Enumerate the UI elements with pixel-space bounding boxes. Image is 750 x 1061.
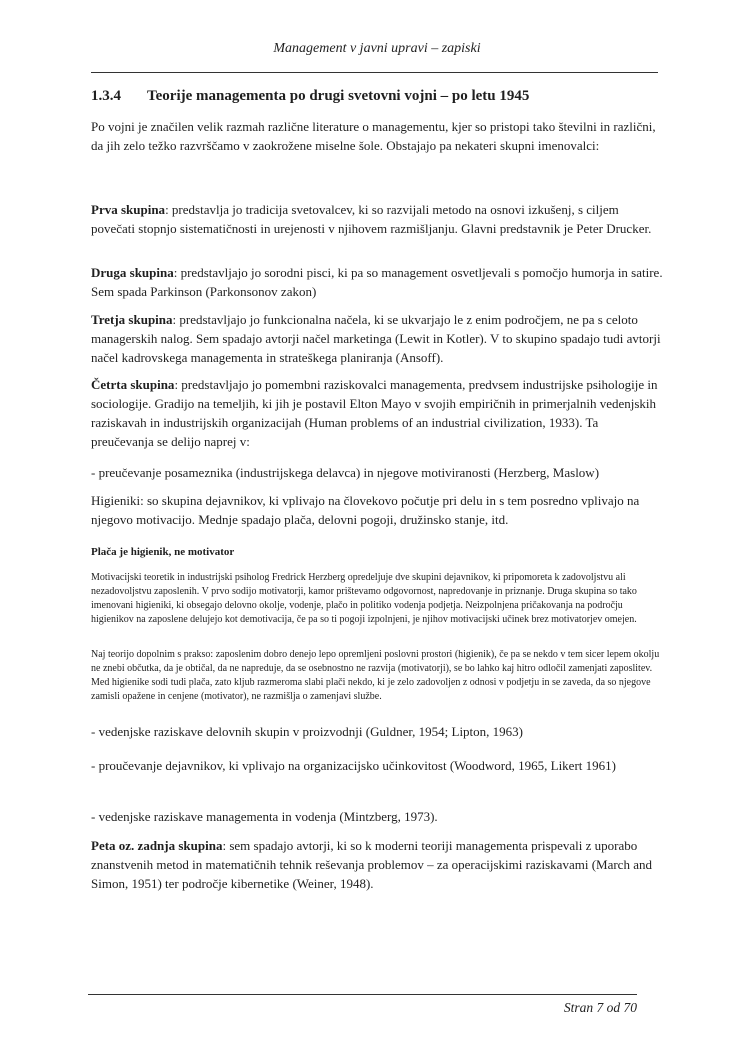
group-1-text: : predstavlja jo tradicija svetovalcev, ki so razvijali metodo na osnovi izkušenj, s ciljem povečati stopnjo sistematičnosti in urejenosti v njihovem razmišljanju. Glavni predstavnik je Peter Drucker. — [91, 202, 652, 236]
group-4-lead: Četrta skupina — [91, 377, 175, 392]
group-2-lead: Druga skupina — [91, 265, 174, 280]
bullet-item-1: - preučevanje posameznika (industrijskega delavca) in njegove motiviranosti (Herzberg, Maslow) — [91, 465, 600, 480]
group-3-text: : predstavljajo jo funkcionalna načela, ki se ukvarjajo le z enim področjem, ne pa s celoto managerskih nalog. Sem spadajo avtorji načel marketinga (Lewit in Kotler). V to skupino spadajo tudi avtorji načel kadrovskega managementa in strateškega planiranja (Ansoff). — [91, 312, 661, 365]
bullet-item-4: - vedenjske raziskave managementa in vodenja (Mintzberg, 1973). — [91, 809, 438, 824]
section-number: 1.3.4 — [91, 88, 121, 104]
header-rule — [91, 72, 658, 73]
group-2-text: : predstavljajo jo sorodni pisci, ki pa so management osvetljevali s pomočjo humorja in satire. Sem spada Parkinson (Parkonsonov zakon) — [91, 265, 663, 299]
higieniki-paragraph: Higieniki: so skupina dejavnikov, ki vplivajo na človekovo počutje pri delu in s tem posredno vplivajo na njegovo motivacijo. Mednje spadajo plača, delovni pogoji, družinsko stanje, itd. — [91, 493, 640, 527]
bullet-item-3: - proučevanje dejavnikov, ki vplivajo na organizacijsko učinkovitost (Woodword, 1965, Likert 1961) — [91, 758, 616, 773]
intro-paragraph: Po vojni je značilen velik razmah različne literature o managementu, kjer so pristopi tako številni in različni, da jih zelo težko razvrščamo v zaokrožene miselne šole. Obstajajo pa nekateri skupni imenovalci: — [91, 119, 656, 153]
bullet-item-2: - vedenjske raziskave delovnih skupin v proizvodnji (Guldner, 1954; Lipton, 1963) — [91, 724, 524, 739]
group-5-lead: Peta oz. zadnja skupina — [91, 838, 223, 853]
group-3-lead: Tretja skupina — [91, 312, 173, 327]
running-header: Management v javni upravi – zapiski — [273, 41, 481, 56]
section-title: Teorije managementa po drugi svetovni vojni – po letu 1945 — [147, 88, 530, 104]
group-paragraph-1 — [91, 200, 663, 238]
group-5-text: : sem spadajo avtorji, ki so k moderni teoriji managementa prispevali z uporabo znanstvenih metod in matematičnih tehnik reševanja problemov – za operacijskimi raziskavami (March and Simon, 1951) ter področje kibernetike (Weiner, 1948). — [91, 838, 652, 891]
note-heading: Plača je higienik, ne motivator — [91, 546, 235, 558]
group-paragraph-5 — [91, 836, 663, 893]
note-paragraph-1: Motivacijski teoretik in industrijski psiholog Fredrick Herzberg opredeljuje dve skupini dejavnikov, ki pripomoreta k zadovoljstvu ali nezadovoljstvu zaposlenih. V prvo sodijo motivatorji, kamor prištevamo odgovornost, napredovanje in priznanje. Druga skupina so tako imenovani higieniki, ki obsegajo delovno okolje, vodenje, plačo in politiko vodenja podjetja. Neizpolnjena pričakovanja na področju higienikov na zaposlene delujejo kot demotivacija, če pa so ti pogoji izpolnjeni, je njihov motivacijski učinek brez motivatorjev omejen. — [91, 572, 637, 625]
group-paragraph-2 — [91, 263, 663, 301]
note-paragraph-2: Naj teorijo dopolnim s prakso: zaposlenim dobro denejo lepo opremljeni poslovni prostori (higienik), če pa se nekdo v tem sicer lepem okolju ne znebi občutka, da je obtičal, da ne napreduje, da se osebnostno ne razvija (motivatorji), se bo lahko kaj hitro odločil zamenjati zaposlitev. Med higienike sodi tudi plača, zato kljub razmeroma slabi plači nekdo, ki je zelo zadovoljen z odnosi v podjetju in se zaveda, da so njegove zamisli opažene in cenjene (motivator), ne razmišlja o zamenjavi službe. — [91, 649, 660, 702]
section-heading — [91, 87, 663, 106]
footer-rule — [88, 994, 637, 995]
page-number-label: Stran 7 od 70 — [563, 1000, 637, 1015]
group-paragraph-4 — [91, 375, 663, 451]
group-1-lead: Prva skupina — [91, 202, 166, 217]
group-4-text: : predstavljajo jo pomembni raziskovalci managementa, predvsem industrijske psihologije in sociologije. Gradijo na temeljih, ki jih je postavil Elton Mayo v svojih empiričnih in primerjalnih vedenjskih raziskavah in industrijskih organizacijah (Human problems of an industrial civilization, 1933). Ta preučevanja se delijo naprej v: — [91, 377, 658, 449]
group-paragraph-3 — [91, 310, 663, 367]
